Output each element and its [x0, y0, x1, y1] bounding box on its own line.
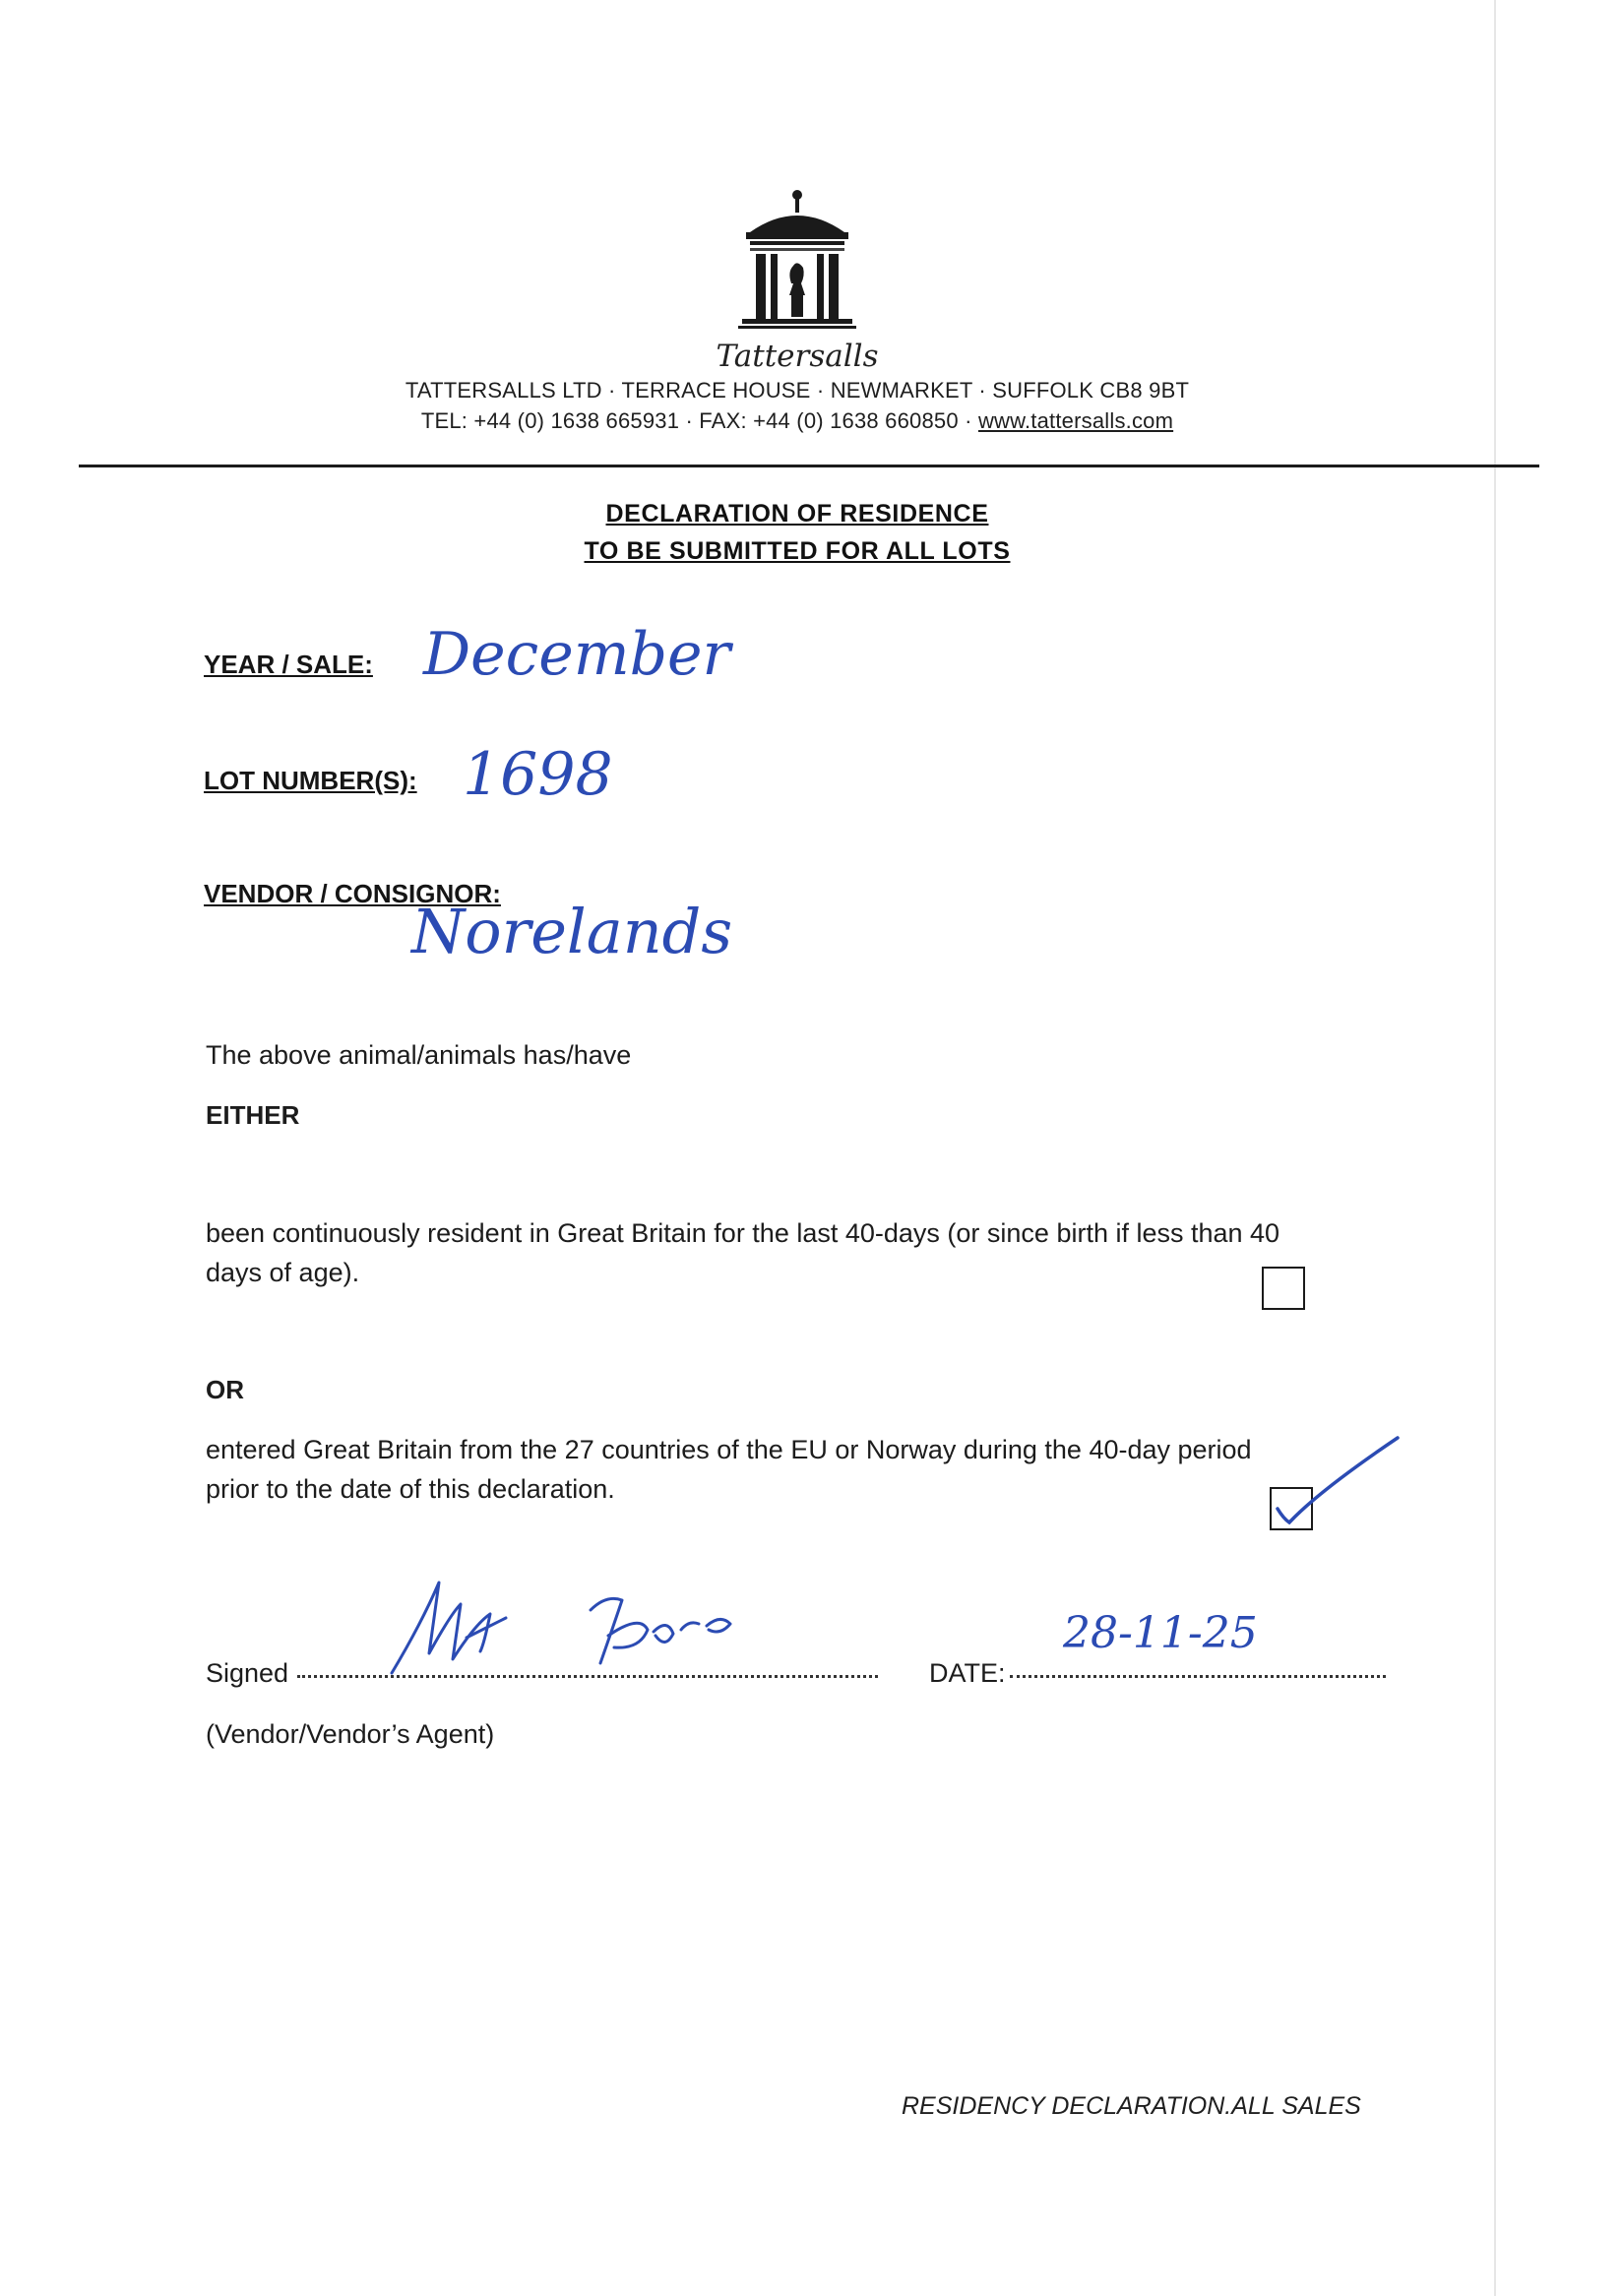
- option2-text-line1: entered Great Britain from the 27 countries of the EU or Norway during the 40-day period: [206, 1435, 1252, 1464]
- form-title-line1: DECLARATION OF RESIDENCE: [605, 500, 989, 527]
- statement-intro: The above animal/animals has/have: [206, 1040, 632, 1070]
- checkmark-icon: [1260, 1432, 1407, 1540]
- year-sale-label: YEAR / SALE:: [204, 650, 373, 679]
- vendor-consignor-value[interactable]: Norelands: [411, 896, 733, 967]
- signed-label: Signed: [206, 1658, 289, 1688]
- date-line: [1010, 1675, 1386, 1678]
- option1-text-line2: days of age).: [206, 1258, 360, 1287]
- or-label: OR: [206, 1375, 244, 1404]
- year-sale-value[interactable]: December: [423, 620, 731, 689]
- website-link[interactable]: www.tattersalls.com: [977, 408, 1174, 433]
- option1-checkbox[interactable]: [1262, 1267, 1305, 1310]
- signer-role: (Vendor/Vendor’s Agent): [206, 1719, 495, 1749]
- option2-text-line2: prior to the date of this declaration.: [206, 1474, 615, 1504]
- date-label: DATE:: [929, 1658, 1006, 1688]
- option1-text-line1: been continuously resident in Great Britain for the last 40-days (or since birth if less than 40: [206, 1218, 1280, 1248]
- form-title-line2: TO BE SUBMITTED FOR ALL LOTS: [584, 537, 1011, 565]
- footer-form-name: RESIDENCY DECLARATION.ALL SALES: [902, 2092, 1361, 2120]
- header-rule: [79, 465, 1539, 467]
- address-line: TATTERSALLS LTD · TERRACE HOUSE · NEWMARKET · SUFFOLK CB8 9BT: [405, 378, 1190, 403]
- tattersalls-logo: [736, 189, 864, 337]
- lot-number-value[interactable]: 1698: [463, 740, 613, 809]
- contact-details: TEL: +44 (0) 1638 665931 · FAX: +44 (0) 1638 660850 ·: [420, 408, 978, 433]
- contact-line: [0, 408, 1594, 434]
- date-value[interactable]: 28-11-25: [1063, 1608, 1258, 1658]
- lot-number-label: LOT NUMBER(S):: [204, 766, 417, 795]
- either-label: EITHER: [206, 1100, 300, 1130]
- signature-scribble[interactable]: [382, 1575, 736, 1683]
- brand-name: Tattersalls: [716, 339, 879, 374]
- vendor-consignor-label: VENDOR / CONSIGNOR:: [204, 879, 501, 908]
